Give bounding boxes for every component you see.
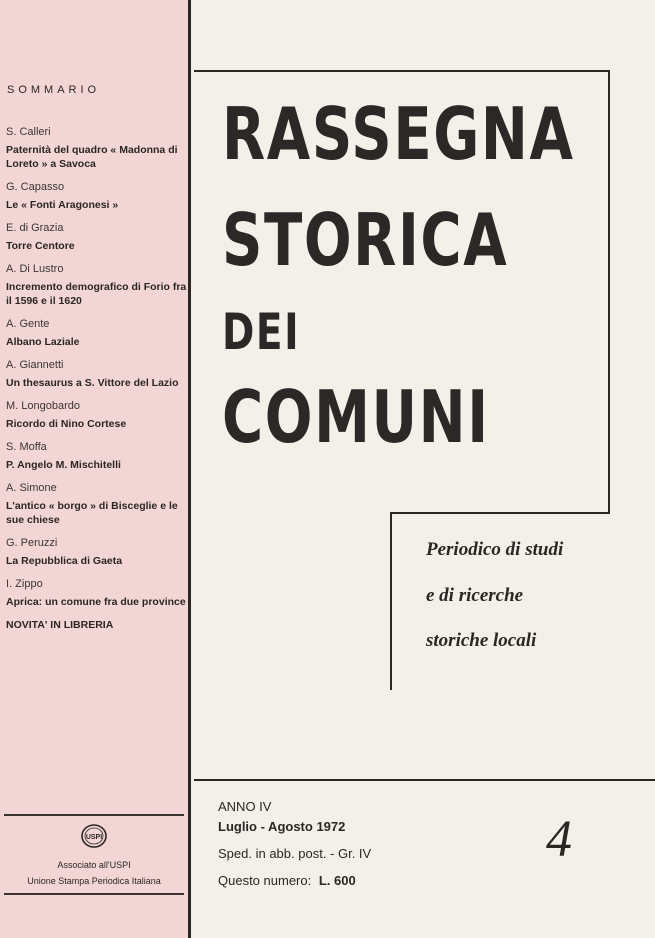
- subtitle-line-3: storiche locali: [426, 630, 537, 651]
- entry-author: A. Simone: [6, 482, 57, 494]
- entry-title: Paternità del quadro « Madonna di Loreto » a Savoca: [6, 144, 178, 170]
- list-item: [6, 537, 188, 568]
- entry-title: Albano Laziale: [6, 336, 80, 348]
- list-item: [6, 263, 188, 308]
- masthead-line-3: DEI: [222, 303, 301, 361]
- entry-author: G. Peruzzi: [6, 537, 58, 549]
- frame-right-rule: [608, 70, 610, 512]
- frame-bottom-rule: [390, 512, 610, 514]
- list-item: [6, 482, 188, 527]
- entry-author: A. Giannetti: [6, 359, 64, 371]
- list-item: [6, 181, 188, 212]
- uspi-logo-icon: [81, 824, 107, 848]
- masthead-line-4: COMUNI: [222, 375, 490, 459]
- sidebar-rule-top: [4, 814, 184, 816]
- list-item: [6, 441, 188, 472]
- list-item: [6, 318, 188, 349]
- entry-title: Torre Centore: [6, 240, 75, 252]
- novita-in-libreria: NOVITA' IN LIBRERIA: [6, 619, 114, 631]
- entry-author: M. Longobardo: [6, 400, 80, 412]
- subtitle-line-1: Periodico di studi: [426, 539, 564, 560]
- list-item: [6, 222, 188, 253]
- issue-date: Luglio - Agosto 1972: [218, 819, 346, 834]
- list-item: [6, 578, 188, 609]
- sidebar-rule-bottom: [4, 893, 184, 895]
- price-value: L. 600: [318, 873, 356, 888]
- footer-rule: [194, 779, 655, 781]
- entry-title: L'antico « borgo » di Bisceglie e le sue chiese: [6, 500, 178, 526]
- entry-author: E. di Grazia: [6, 222, 64, 234]
- issue-number: 4: [546, 811, 572, 868]
- sommario-heading: SOMMARIO: [7, 84, 101, 96]
- uspi-line2: Unione Stampa Periodica Italiana: [27, 876, 161, 886]
- entry-title: Incremento demografico di Forio fra il 1596 e il 1620: [6, 281, 187, 307]
- entry-author: S. Calleri: [6, 126, 51, 138]
- entry-title: La Repubblica di Gaeta: [6, 555, 123, 567]
- entry-author: A. Di Lustro: [6, 263, 64, 275]
- entry-author: A. Gente: [6, 318, 50, 330]
- frame-top-rule: [194, 70, 610, 72]
- entry-title: Le « Fonti Aragonesi »: [6, 199, 119, 211]
- list-item: [6, 126, 188, 171]
- subtitle-line-2: e di ricerche: [426, 585, 524, 606]
- spedizione: Sped. in abb. post. - Gr. IV: [218, 846, 372, 861]
- list-item: [6, 359, 188, 390]
- uspi-logo-text: USPI: [85, 834, 103, 841]
- price-line: [218, 873, 356, 888]
- masthead-line-2: STORICA: [222, 198, 509, 282]
- anno: ANNO IV: [218, 799, 272, 814]
- contents-list: [6, 126, 188, 631]
- entry-title: P. Angelo M. Mischitelli: [6, 459, 121, 471]
- entry-title: Un thesaurus a S. Vittore del Lazio: [6, 377, 179, 389]
- entry-author: G. Capasso: [6, 181, 65, 193]
- entry-author: S. Moffa: [6, 441, 47, 453]
- uspi-line1: Associato all'USPI: [57, 860, 131, 870]
- entry-author: I. Zippo: [6, 578, 43, 590]
- masthead-line-1: RASSEGNA: [222, 92, 575, 176]
- subtitle-left-rule: [390, 512, 392, 690]
- list-item: [6, 400, 188, 431]
- price-label: Questo numero:: [218, 873, 312, 888]
- entry-title: Ricordo di Nino Cortese: [6, 418, 127, 430]
- entry-title: Aprica: un comune fra due province: [6, 596, 186, 608]
- spine-rule: [188, 0, 191, 938]
